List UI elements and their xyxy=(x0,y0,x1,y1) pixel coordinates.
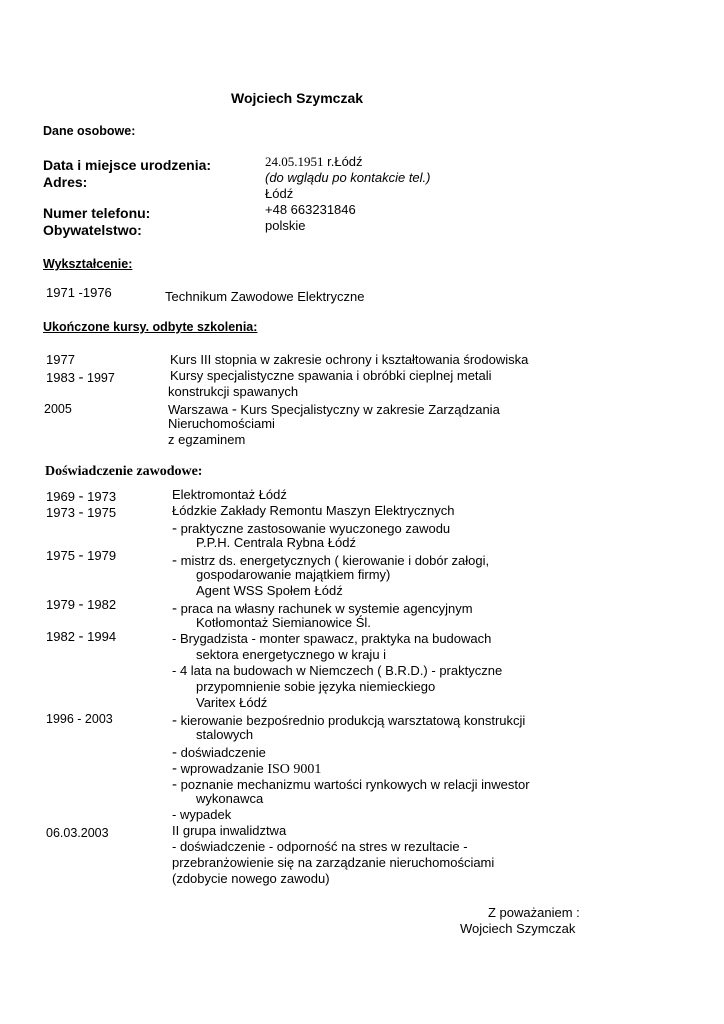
course-text: Kurs Specjalistyczny w zakresie Zarządzania xyxy=(236,402,500,417)
address-city: Łódź xyxy=(265,186,294,201)
experience-years: 06.03.2003 xyxy=(46,826,109,840)
document-title: Wojciech Szymczak xyxy=(231,90,364,106)
experience-years xyxy=(46,504,116,521)
dash: - xyxy=(78,628,84,645)
line-text: wprowadzanie xyxy=(177,761,268,776)
year-end: 1994 xyxy=(83,629,117,644)
course-year-end: 1997 xyxy=(83,371,115,385)
course-prefix: Warszawa xyxy=(168,402,232,417)
experience-line: Łódzkie Zakłady Remontu Maszyn Elektrycznych xyxy=(172,503,455,518)
birth-place: r.Łódź xyxy=(323,154,363,169)
experience-years xyxy=(46,547,116,564)
signature-name: Wojciech Szymczak xyxy=(460,921,576,936)
experience-line: sektora energetycznego w kraju i xyxy=(196,647,387,662)
experience-years xyxy=(46,596,116,613)
phone-value: +48 663231846 xyxy=(265,202,356,217)
phone-label: Numer telefonu: xyxy=(43,205,151,221)
year-start: 1975 xyxy=(46,548,79,563)
line-text: poznanie mechanizmu wartości rynkowych w relacji inwestor xyxy=(177,777,530,792)
year-end: 1975 xyxy=(83,505,117,520)
dash: - xyxy=(78,504,84,521)
line-text: mistrz ds. energetycznych ( kierowanie i dobór załogi, xyxy=(177,553,490,568)
dash: - xyxy=(172,760,177,777)
course-line: konstrukcji spawanych xyxy=(168,384,299,399)
year-start: 1982 xyxy=(46,629,79,644)
address-label: Adres: xyxy=(43,174,88,190)
dash: - xyxy=(172,520,177,537)
dash: - xyxy=(78,547,84,564)
experience-line: II grupa inwalidztwa xyxy=(172,823,287,838)
education-years: 1971 -1976 xyxy=(46,285,112,300)
experience-line: P.P.H. Centrala Rybna Łódź xyxy=(196,535,356,550)
address-note: (do wglądu po kontakcie tel.) xyxy=(265,170,431,185)
year-start: 1969 xyxy=(46,489,79,504)
dash: - xyxy=(78,369,84,386)
experience-years: 1996 - 2003 xyxy=(46,712,113,726)
year-end: 1979 xyxy=(83,548,117,563)
course-line: z egzaminem xyxy=(168,432,246,447)
experience-years xyxy=(46,488,116,505)
line-text: doświadczenie xyxy=(177,745,266,760)
experience-line: Varitex Łódź xyxy=(196,695,268,710)
line-text: praca na własny rachunek w systemie agencyjnym xyxy=(177,601,473,616)
dash: - xyxy=(172,744,177,761)
course-line: Nieruchomościami xyxy=(168,416,275,431)
dash: - xyxy=(172,712,177,729)
year-start: 1973 xyxy=(46,505,79,520)
course-year: 2005 xyxy=(44,402,72,416)
experience-line: Agent WSS Społem Łódź xyxy=(196,583,343,598)
experience-section-title: Doświadczenie zawodowe: xyxy=(45,464,203,479)
experience-line: przebranżowienie się na zarządzanie nieruchomościami xyxy=(172,855,495,870)
iso-standard: ISO 9001 xyxy=(267,762,322,777)
experience-line: - 4 lata na budowach w Niemczech ( B.R.D.) - praktyczne xyxy=(172,663,503,678)
citizenship-label: Obywatelstwo: xyxy=(43,222,142,238)
birth-value xyxy=(265,155,363,170)
education-school: Technikum Zawodowe Elektryczne xyxy=(165,289,365,304)
experience-line: (zdobycie nowego zawodu) xyxy=(172,871,330,886)
experience-line xyxy=(172,744,266,761)
birth-label: Data i miejsce urodzenia: xyxy=(43,157,212,173)
courses-section-title: Ukończone kursy. odbyte szkolenia: xyxy=(43,320,258,334)
experience-years xyxy=(46,628,116,645)
year-end: 1982 xyxy=(83,597,117,612)
dash: - xyxy=(172,600,177,617)
personal-section-title: Dane osobowe: xyxy=(43,124,136,138)
experience-line: - Brygadzista - monter spawacz, praktyka na budowach xyxy=(172,631,492,646)
experience-line: Elektromontaż Łódź xyxy=(172,487,287,502)
citizenship-value: polskie xyxy=(265,218,306,233)
dash: - xyxy=(78,596,84,613)
line-text: praktyczne zastosowanie wyuczonego zawodu xyxy=(177,521,451,536)
experience-line: - doświadczenie - odporność na stres w rezultacie - xyxy=(172,839,468,854)
dash: - xyxy=(231,401,237,418)
experience-line: wykonawca xyxy=(196,791,264,806)
course-year-start: 1983 xyxy=(46,370,79,385)
year-end: 1973 xyxy=(83,489,117,504)
line-text: kierowanie bezpośrednio produkcją warsztatową konstrukcji xyxy=(177,713,526,728)
experience-line: stalowych xyxy=(196,727,254,742)
course-line: Kurs III stopnia w zakresie ochrony i kształtowania środowiska xyxy=(170,352,529,367)
dash: - xyxy=(172,776,177,793)
dash: - xyxy=(78,488,84,505)
experience-line: przypomnienie sobie języka niemieckiego xyxy=(196,679,436,694)
birth-date: 24.05.1951 xyxy=(265,154,324,169)
course-year: 1977 xyxy=(46,352,75,367)
closing-greeting: Z poważaniem : xyxy=(488,905,580,920)
course-line: Kursy specjalistyczne spawania i obróbki cieplnej metali xyxy=(170,368,492,383)
experience-line: - wypadek xyxy=(172,807,232,822)
dash: - xyxy=(172,552,177,569)
education-section-title: Wykształcenie: xyxy=(43,257,133,271)
course-year xyxy=(46,369,115,386)
experience-line: gospodarowanie majątkiem firmy) xyxy=(196,567,391,582)
year-start: 1979 xyxy=(46,597,79,612)
experience-line: Kotłomontaż Siemianowice Śl. xyxy=(196,615,371,630)
